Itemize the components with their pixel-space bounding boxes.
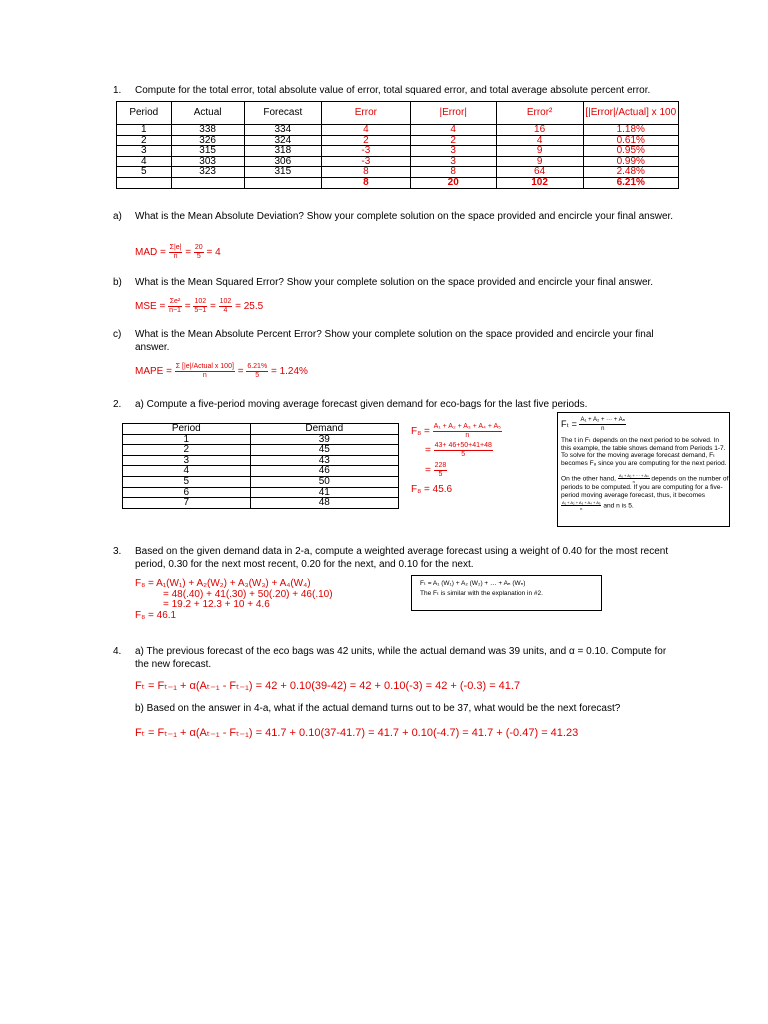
mad-fraction-2: $\frac{20}{5}$ xyxy=(194,244,203,260)
cell xyxy=(244,177,321,188)
cell: 1 xyxy=(123,434,251,445)
cell: 1.18% xyxy=(583,125,678,136)
cell: 2 xyxy=(123,445,251,456)
col-abs-error: |Error| xyxy=(410,102,496,125)
mad-solution: MAD = $\frac{\Sigma|e|}{n}$ = $\frac{20}{5}$ = 4 xyxy=(135,244,221,260)
mse-fraction-1: $\frac{\text{Σe²}}{n-1}$ xyxy=(169,298,181,314)
mape-fraction-2: $\frac{6.21\%}{5}$ xyxy=(247,363,268,379)
wa-result: F₈ = 46.1 xyxy=(135,609,177,621)
weighted-average-note xyxy=(411,575,602,611)
cell: 338 xyxy=(171,125,244,136)
col-forecast: Forecast xyxy=(244,102,321,125)
table-header-row xyxy=(117,102,679,125)
cell: 9 xyxy=(496,156,583,167)
cell: 6 xyxy=(123,487,251,498)
cell: 334 xyxy=(244,125,321,136)
q3-number: 3. xyxy=(113,546,122,557)
cell: 3 xyxy=(410,146,496,157)
moving-average-note xyxy=(557,412,730,527)
ma-substitution: = $\frac{43+ 46+50+41+48}{5}$ xyxy=(425,442,492,458)
table-row xyxy=(123,455,399,466)
q2-number: 2. xyxy=(113,399,122,410)
mad-result: = 4 xyxy=(206,247,221,259)
cell: 4 xyxy=(321,125,410,136)
cell: 4 xyxy=(410,125,496,136)
cell: 43 xyxy=(250,455,398,466)
cell: 16 xyxy=(496,125,583,136)
wa-note-formula: Fₜ = A₁ (W₁) + A₂ (W₂) + … + Aₙ (Wₙ) xyxy=(420,580,526,587)
table-row xyxy=(123,487,399,498)
mape-solution: MAPE = $\frac{\text{Σ [|e|/Actual x 100]}}{n}$ = $\frac{6.21\%}{5}$ = 1.24% xyxy=(135,363,308,379)
table-row xyxy=(123,498,399,509)
q2-prompt: a) Compute a five-period moving average forecast given demand for eco-bags for the last five periods. xyxy=(135,399,588,410)
col-error-squared: Error² xyxy=(496,102,583,125)
cell: 64 xyxy=(496,167,583,178)
q4-number: 4. xyxy=(113,646,122,657)
cell: 9 xyxy=(496,146,583,157)
total-error: 8 xyxy=(321,177,410,188)
mape-lhs: MAPE = xyxy=(135,366,172,378)
cell: 8 xyxy=(321,167,410,178)
cell: 46 xyxy=(250,466,398,477)
total-squared-error: 102 xyxy=(496,177,583,188)
cell: 5 xyxy=(123,476,251,487)
table-row xyxy=(123,445,399,456)
table-row xyxy=(123,466,399,477)
ma-fraction-3: $\frac{228}{5}$ xyxy=(434,462,447,478)
wa-note-text: The Fₜ is similar with the explanation in #2. xyxy=(420,590,543,597)
mad-lhs: MAD = xyxy=(135,247,166,259)
ma-result: F₈ = 45.6 xyxy=(411,484,453,495)
table-total-row xyxy=(117,177,679,188)
table-row xyxy=(117,135,679,146)
cell: 323 xyxy=(171,167,244,178)
col-period: Period xyxy=(117,102,172,125)
cell: 3 xyxy=(123,455,251,466)
cell: 0.95% xyxy=(583,146,678,157)
qb-prompt: What is the Mean Squared Error? Show your complete solution on the space provided and encircle your final answer. xyxy=(135,277,654,288)
cell xyxy=(171,177,244,188)
cell: 45 xyxy=(250,445,398,456)
cell: 2 xyxy=(321,135,410,146)
table-row xyxy=(123,476,399,487)
table-row xyxy=(117,167,679,178)
col-percent-error: [|Error|/Actual] x 100 xyxy=(583,102,678,125)
cell: 8 xyxy=(410,167,496,178)
q1-number: 1. xyxy=(113,85,122,96)
cell: 4 xyxy=(496,135,583,146)
mse-result: = 25.5 xyxy=(235,301,264,313)
total-percent-error: 6.21% xyxy=(583,177,678,188)
cell: 4 xyxy=(117,156,172,167)
ma-formula: F₈ = $\frac{\text{A₁ + A₂ + A₃ + A₄ + A₅}}{n}$ xyxy=(411,423,501,439)
note-paragraph-2: On the other hand, $\frac{\text{A₁ + A₂ + ··· + Aₙ}}{n}$ depends on the number of periods to be computed. If you are computing for a five-period moving average forecast, thus, it becomes $\frac{\text{A₁ + A₂ + A₃ + A₄ + A₅}}{n}$ and n is 5. xyxy=(561,473,729,511)
total-abs-error: 20 xyxy=(410,177,496,188)
q4b-solution: Fₜ = Fₜ₋₁ + α(Aₜ₋₁ - Fₜ₋₁) = 41.7 + 0.10(37-41.7) = 41.7 + 0.10(-4.7) = 41.7 + (-0.47) = 41.23 xyxy=(135,727,579,739)
cell: 3 xyxy=(410,156,496,167)
cell: 4 xyxy=(123,466,251,477)
q1-prompt: Compute for the total error, total absolute value of error, total squared error, and total average absolute percent error. xyxy=(135,85,651,96)
table-row xyxy=(117,146,679,157)
cell: 0.99% xyxy=(583,156,678,167)
col-period: Period xyxy=(123,424,251,435)
qc-prompt: What is the Mean Absolute Percent Error? Show your complete solution on the space provided and encircle your final answer. xyxy=(135,329,654,353)
col-actual: Actual xyxy=(171,102,244,125)
qa-prompt: What is the Mean Absolute Deviation? Show your complete solution on the space provided and encircle your final answer. xyxy=(135,211,674,222)
cell: -3 xyxy=(321,156,410,167)
table-header-row xyxy=(123,424,399,435)
cell: 2 xyxy=(117,135,172,146)
cell: 326 xyxy=(171,135,244,146)
cell: 306 xyxy=(244,156,321,167)
wa-line-2: = 48(.40) + 41(.30) + 50(.20) + 46(.10) xyxy=(163,588,333,600)
cell: 41 xyxy=(250,487,398,498)
mse-solution: MSE = $\frac{\text{Σe²}}{n-1}$ = $\frac{102}{5-1}$ = $\frac{102}{4}$ = 25.5 xyxy=(135,298,264,314)
cell: 48 xyxy=(250,498,398,509)
cell: 2 xyxy=(410,135,496,146)
q3-prompt: Based on the given demand data in 2-a, compute a weighted average forecast using a weight of 0.40 for the most recent period, 0.30 for the next most recent, 0.20 for the next, and 0.10 for the next. xyxy=(135,546,669,570)
cell: 39 xyxy=(250,434,398,445)
q4b-prompt: b) Based on the answer in 4-a, what if the actual demand turns out to be 37, what would be the next forecast? xyxy=(135,703,621,714)
q4a-solution: Fₜ = Fₜ₋₁ + α(Aₜ₋₁ - Fₜ₋₁) = 42 + 0.10(39-42) = 42 + 0.10(-3) = 42 + (-0.3) = 41.7 xyxy=(135,680,521,692)
col-demand: Demand xyxy=(250,424,398,435)
mse-fraction-2: $\frac{102}{5-1}$ xyxy=(194,298,207,314)
col-error: Error xyxy=(321,102,410,125)
qb-label: b) xyxy=(113,277,122,288)
cell: -3 xyxy=(321,146,410,157)
table-row xyxy=(117,125,679,136)
qa-label: a) xyxy=(113,211,122,222)
mape-result: = 1.24% xyxy=(270,366,308,378)
cell: 318 xyxy=(244,146,321,157)
table-row xyxy=(117,156,679,167)
cell: 303 xyxy=(171,156,244,167)
weighted-average-solution xyxy=(135,579,333,621)
mse-fraction-3: $\frac{102}{4}$ xyxy=(219,298,232,314)
mse-lhs: MSE = xyxy=(135,301,166,313)
wa-line-3: = 19.2 + 12.3 + 10 + 4.6 xyxy=(163,599,270,610)
mape-fraction-1: $\frac{\text{Σ [|e|/Actual x 100]}}{n}$ xyxy=(175,363,234,379)
demand-table xyxy=(122,423,399,509)
cell: 2.48% xyxy=(583,167,678,178)
ma-fraction-2: $\frac{43+ 46+50+41+48}{5}$ xyxy=(434,442,492,458)
q4a-prompt: a) The previous forecast of the eco bags was 42 units, while the actual demand was 39 units, and α = 0.10. Compute for the new forecast. xyxy=(135,646,667,670)
wa-line-1: F₈ = A₁(W₁) + A₂(W₂) + A₃(W₃) + A₄(W₄) xyxy=(135,578,311,589)
cell: 7 xyxy=(123,498,251,509)
cell: 315 xyxy=(244,167,321,178)
table-row xyxy=(123,434,399,445)
cell: 3 xyxy=(117,146,172,157)
cell: 324 xyxy=(244,135,321,146)
cell: 0.61% xyxy=(583,135,678,146)
ma-fraction-1: $\frac{\text{A₁ + A₂ + A₃ + A₄ + A₅}}{n}$ xyxy=(433,423,501,439)
cell xyxy=(117,177,172,188)
note-formula: Fₜ = $\frac{\text{A₁ + A₂ + ··· + Aₙ}}{n}$ xyxy=(561,417,626,432)
ma-sum: = $\frac{228}{5}$ xyxy=(425,462,447,478)
error-table xyxy=(116,101,679,189)
cell: 315 xyxy=(171,146,244,157)
cell: 50 xyxy=(250,476,398,487)
mad-fraction-1: $\frac{\Sigma|e|}{n}$ xyxy=(169,244,182,260)
cell: 5 xyxy=(117,167,172,178)
note-paragraph-1: The t in Fₜ depends on the next period to be solved. In this example, the table shows demand from Periods 1-7. To solve for the moving average forecast demand, Fₜ becomes F₈ since you are computing for the next period. xyxy=(561,437,727,467)
qc-label: c) xyxy=(113,329,122,340)
cell: 1 xyxy=(117,125,172,136)
